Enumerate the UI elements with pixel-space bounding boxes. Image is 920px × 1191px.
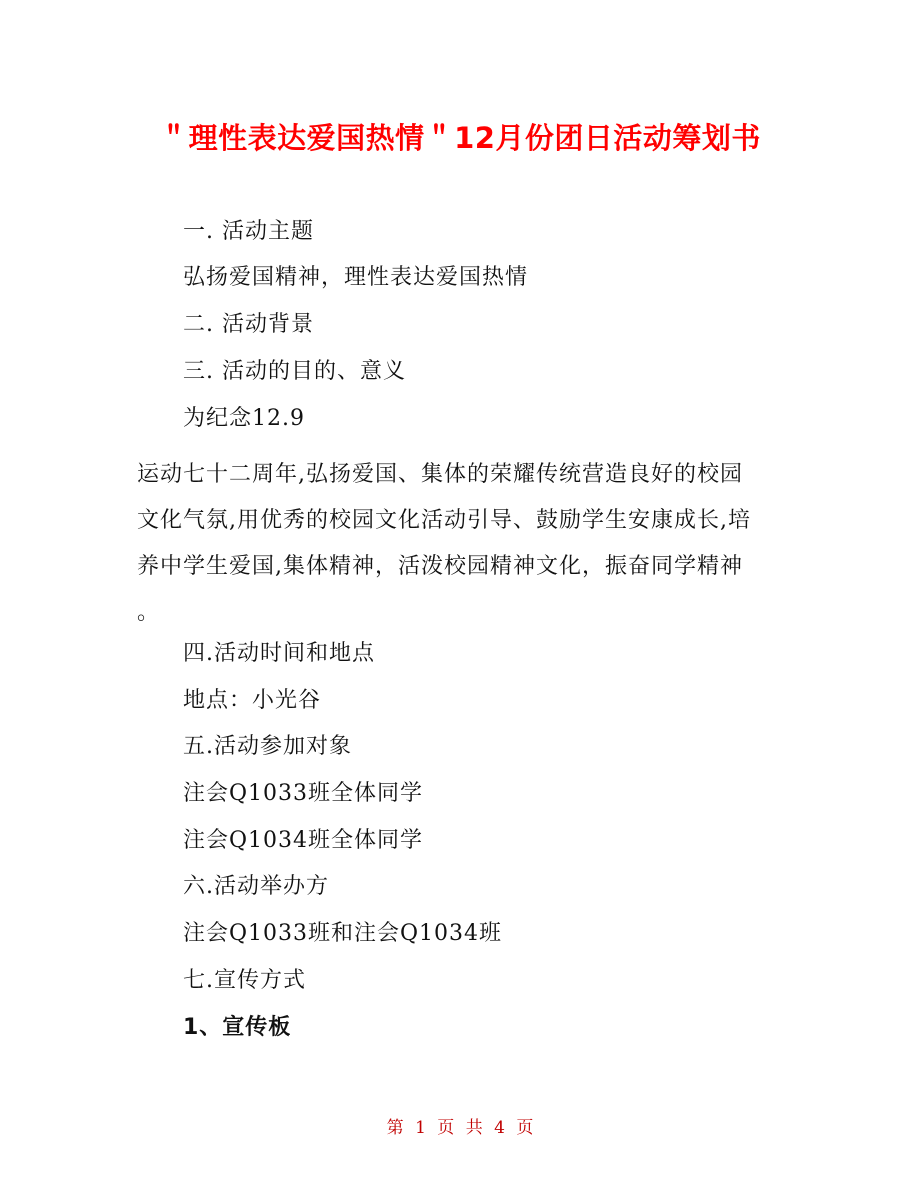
organizer-text: 注会Q1033班和注会Q1034班: [183, 921, 503, 946]
section-heading-3: 三. 活动的目的、意义: [183, 359, 406, 384]
subheading-publicity-board: 1、宣传板: [183, 1015, 292, 1040]
section-3-text-start: 为纪念12.9: [183, 406, 305, 431]
location-text: 地点：小光谷: [183, 688, 322, 713]
section-heading-7: 七.宣传方式: [183, 968, 306, 993]
paragraph-line: 。: [137, 600, 161, 625]
section-heading-1: 一. 活动主题: [183, 219, 314, 244]
purpose-paragraph: [137, 452, 787, 636]
section-1-text: 弘扬爱国精神，理性表达爱国热情: [183, 265, 529, 290]
document-title: ＂理性表达爱国热情＂12月份团日活动筹划书: [159, 121, 761, 155]
paragraph-line: 文化气氛,用优秀的校园文化活动引导、鼓励学生安康成长,培: [137, 508, 751, 533]
participant-line-1: 注会Q1033班全体同学: [183, 781, 424, 806]
participant-line-2: 注会Q1034班全体同学: [183, 828, 424, 853]
section-heading-4: 四.活动时间和地点: [183, 641, 375, 666]
section-heading-5: 五.活动参加对象: [183, 734, 352, 759]
paragraph-line: 养中学生爱国,集体精神，活泼校园精神文化，振奋同学精神: [137, 554, 743, 579]
section-heading-6: 六.活动举办方: [183, 874, 329, 899]
page-number-footer: 第 1 页 共 4 页: [386, 1118, 534, 1138]
section-heading-2: 二. 活动背景: [183, 312, 314, 337]
paragraph-line: 运动七十二周年,弘扬爱国、集体的荣耀传统营造良好的校园: [137, 462, 743, 487]
